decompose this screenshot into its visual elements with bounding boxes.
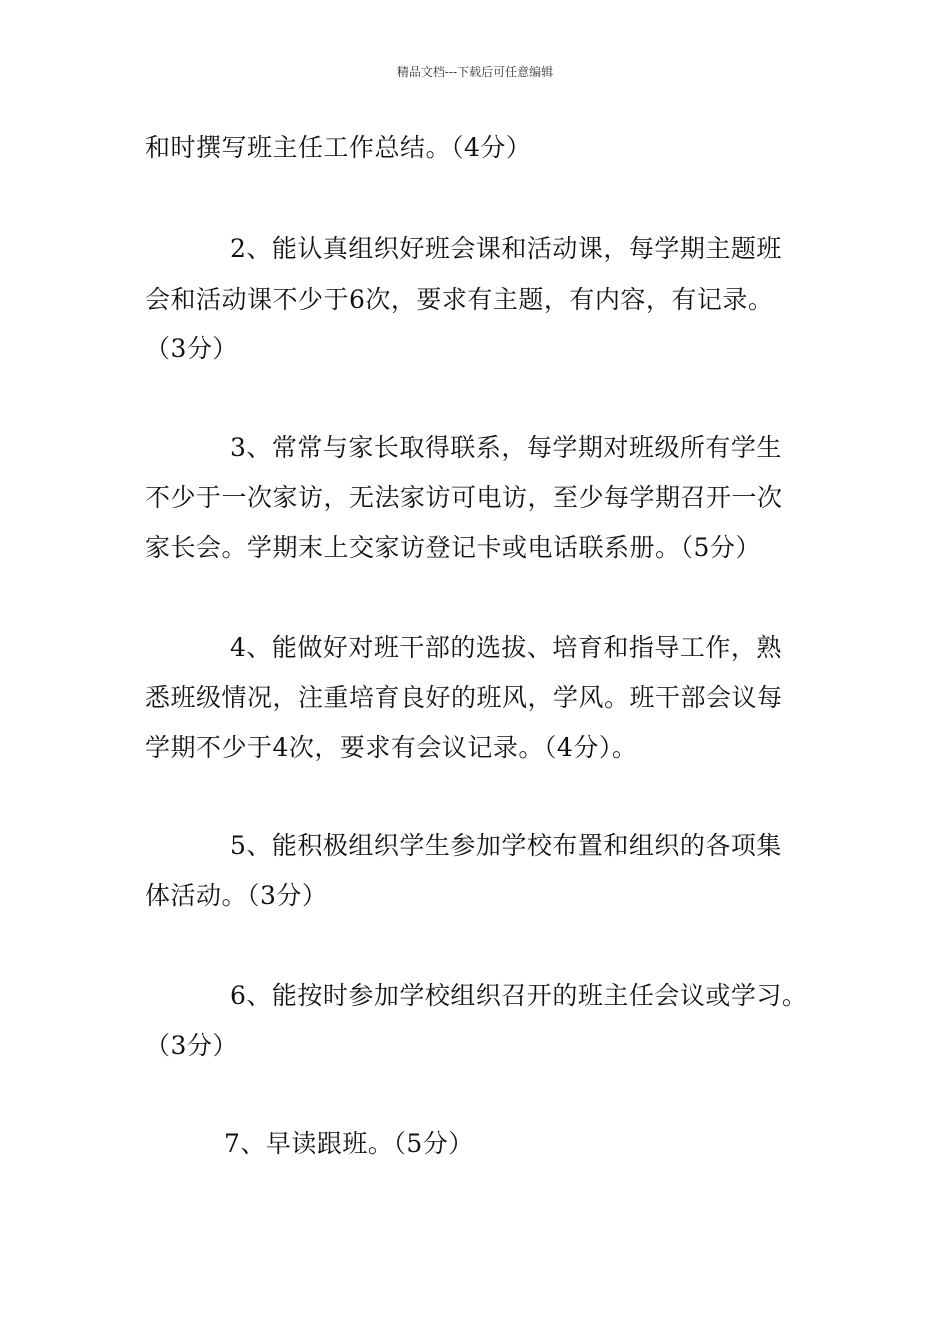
page-header: 精品文档---下载后可任意编辑 [396,65,554,79]
item-3-line-2: 不少于一次家访，无法家访可电访，至少每学期召开一次 [145,483,783,512]
item-2-line-3: （3分） [145,334,238,363]
item-4-line-3: 学期不少于4次，要求有会议记录。（4分）。 [145,733,638,762]
item-6-line-1: 6、能按时参加学校组织召开的班主任会议或学习。 [230,981,808,1010]
item-7-line-1: 7、早读跟班。（5分） [224,1129,474,1158]
text-line: 和时撰写班主任工作总结。（4分） [145,133,532,162]
item-3-line-3: 家长会。学期末上交家访登记卡或电话联系册。（5分） [145,533,761,562]
item-2-line-1: 2、能认真组织好班会课和活动课，每学期主题班 [230,234,782,263]
item-5-line-1: 5、能积极组织学生参加学校布置和组织的各项集 [230,831,782,860]
item-5-line-2: 体活动。（3分） [145,881,328,910]
item-4-line-2: 悉班级情况，注重培育良好的班风，学风。班干部会议每 [145,683,783,712]
item-4-line-1: 4、能做好对班干部的选拔、培育和指导工作，熟 [230,633,782,662]
item-6-line-2: （3分） [145,1031,238,1060]
item-3-line-1: 3、常常与家长取得联系，每学期对班级所有学生 [230,433,782,462]
item-2-line-2: 会和活动课不少于6次，要求有主题，有内容，有记录。 [145,285,774,314]
